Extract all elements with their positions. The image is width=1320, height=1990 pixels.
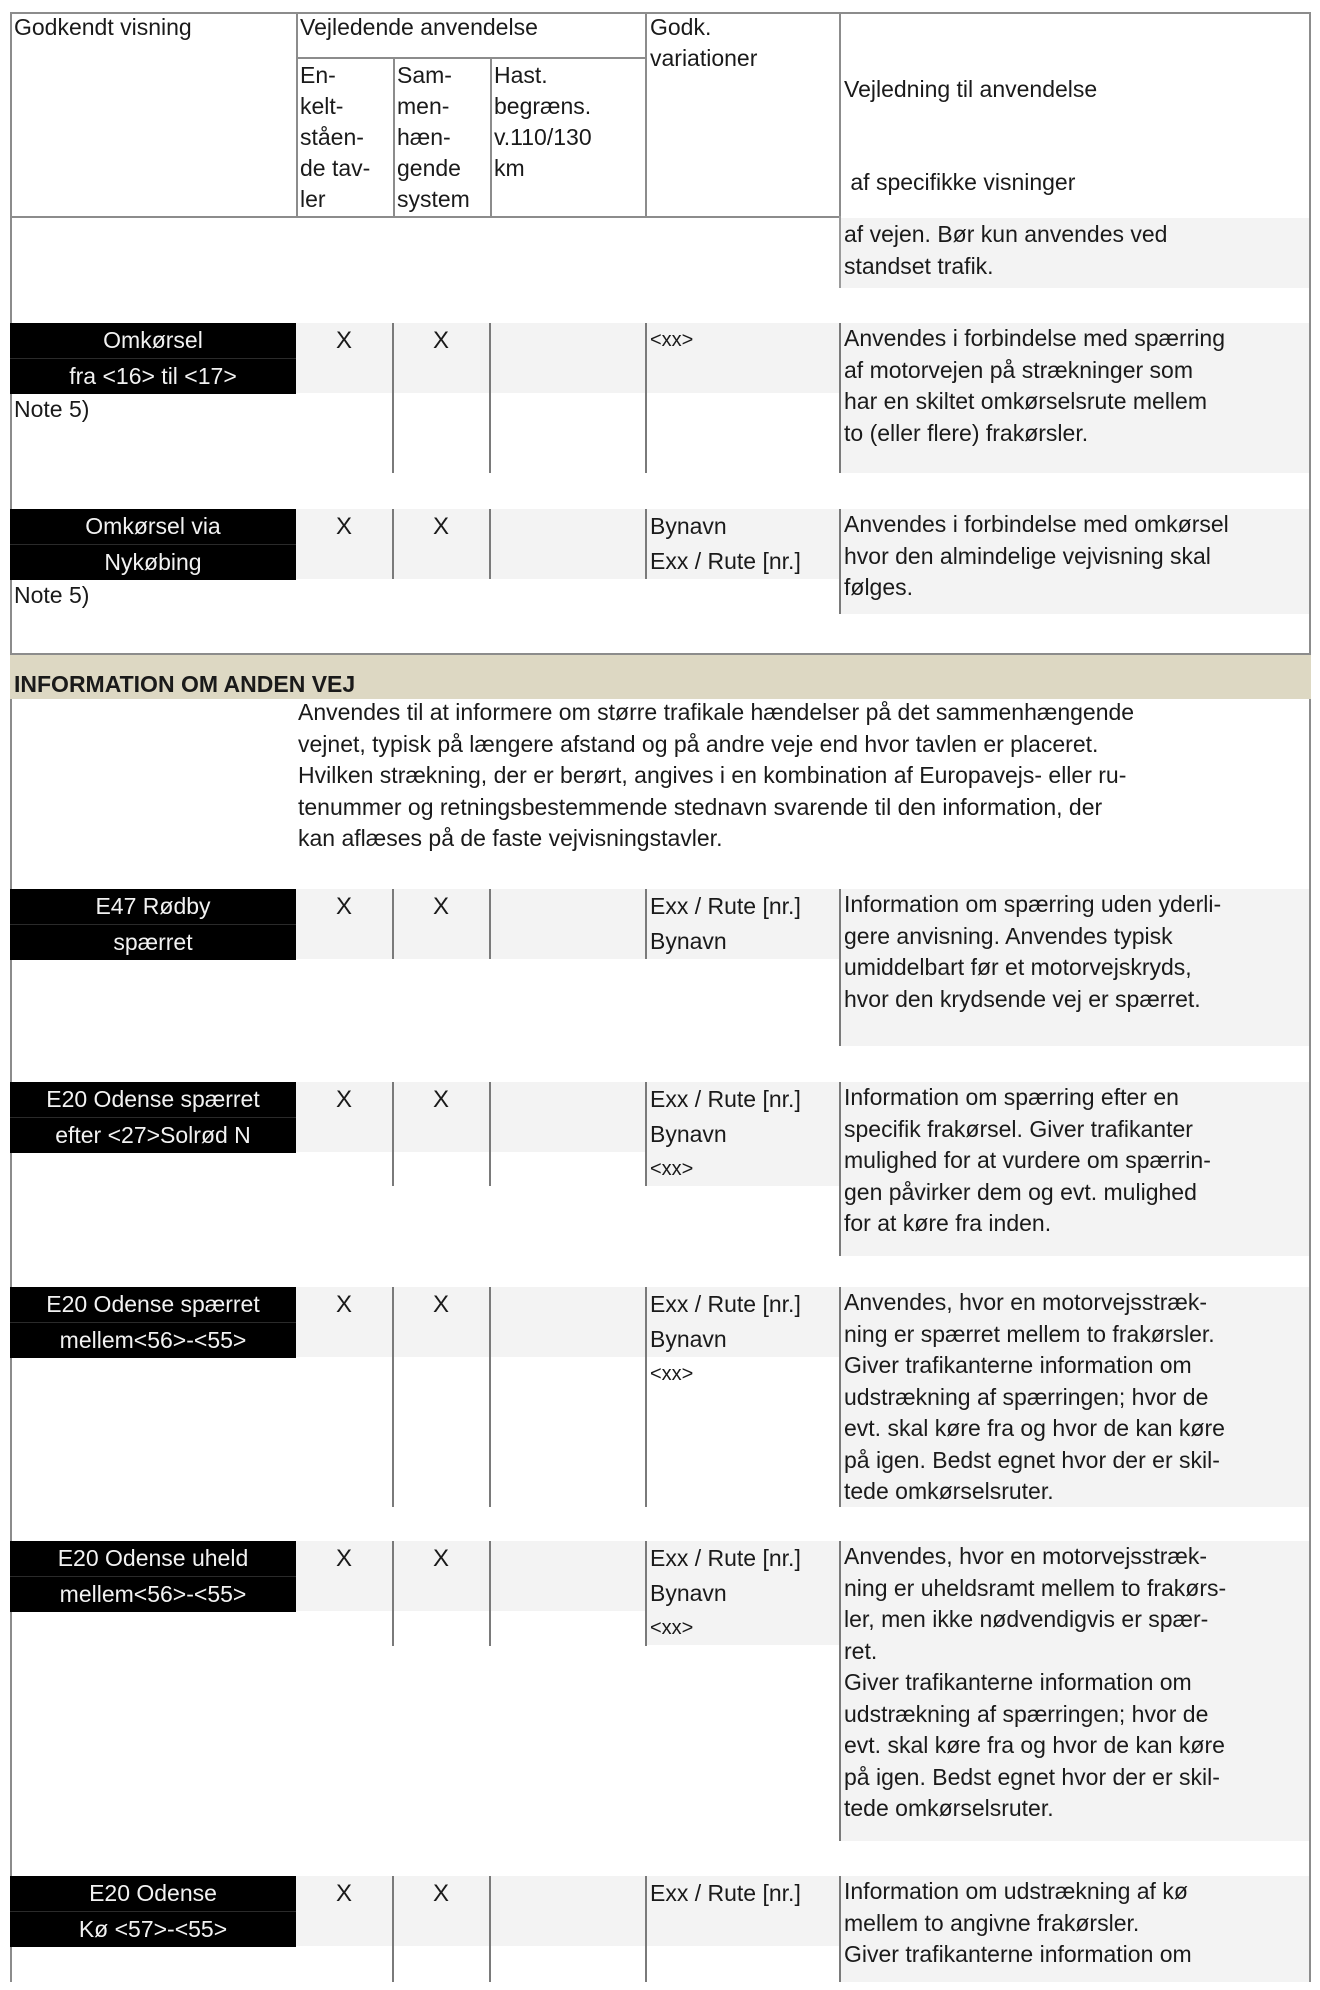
description-line: specifik frakørsel. Giver trafikanter (844, 1115, 1193, 1142)
variations (650, 509, 801, 579)
column-divider (645, 323, 647, 473)
variation-item: Exx / Rute [nr.] (650, 1086, 801, 1112)
sign-display (10, 889, 296, 960)
column-divider (645, 1082, 647, 1186)
variation-item: <xx> (650, 1363, 694, 1385)
sign-line: mellem<56>-<55> (10, 1576, 296, 1612)
row-description (844, 1287, 1225, 1508)
header-text-line: de tav- (300, 155, 371, 181)
column-divider (645, 1876, 647, 1982)
description-line: har en skiltet omkørselsrute mellem (844, 388, 1207, 414)
header-text-line: Vejledning til anvendelse (844, 76, 1098, 102)
description-line: Information om spærring efter en (844, 1084, 1179, 1110)
sign-line: E20 Odense spærret (46, 1086, 260, 1112)
description-line: umiddelbart før et motorvejskryds, (844, 954, 1192, 980)
variation-item: Bynavn (650, 1326, 727, 1352)
description-line: Anvendes, hvor en motorvejsstræk- (844, 1543, 1208, 1569)
header-text-line: variationer (650, 45, 758, 71)
check-sammen: X (432, 1880, 449, 1907)
description-line: evt. skal køre fra og hvor de kan køre (844, 1732, 1225, 1758)
header-godk-variationer (650, 12, 757, 74)
variation-item: Exx / Rute [nr.] (650, 548, 801, 574)
variation-item: Bynavn (650, 513, 727, 539)
variations (650, 1541, 801, 1646)
column-divider (839, 323, 841, 473)
row-description (844, 889, 1221, 1015)
section-intro (298, 697, 1308, 855)
header-text-line: kelt- (300, 93, 344, 119)
sign-line: mellem<56>-<55> (10, 1322, 296, 1358)
sign-line: fra <16> til <17> (10, 358, 296, 394)
variation-item: <xx> (650, 1617, 694, 1639)
description-line: Giver trafikanterne information om (844, 1352, 1192, 1378)
header-text-line: men- (397, 93, 450, 119)
sign-line: spærret (10, 924, 296, 960)
description-line: Anvendes, hvor en motorvejsstræk- (844, 1289, 1208, 1315)
column-divider (392, 1541, 394, 1646)
table-border-left (10, 12, 12, 1982)
description-line: Information om udstrækning af kø (844, 1878, 1188, 1904)
header-godkendt-visning: Godkendt visning (14, 14, 192, 40)
description-line: af motorvejen på strækninger som (844, 356, 1193, 383)
check-enkelt: X (335, 893, 352, 920)
sign-line: E20 Odense uheld (57, 1545, 249, 1571)
description-line: Information om spærring uden yderli- (844, 891, 1222, 917)
continuation-description (844, 219, 1167, 282)
header-vejledende-anvendelse: Vejledende anvendelse (300, 14, 538, 40)
description-line: for at køre fra inden. (844, 1210, 1052, 1236)
intro-line: Hvilken strækning, der er berørt, angives i en kombination af Europavejs- eller ru- (298, 762, 1127, 788)
description-line: standset trafik. (844, 252, 994, 279)
row-description (844, 509, 1229, 604)
header-bottom-border (10, 216, 841, 218)
variation-item: Exx / Rute [nr.] (650, 1545, 801, 1571)
row-description (844, 1082, 1211, 1240)
column-divider (645, 509, 647, 579)
variation-item: Bynavn (650, 1121, 727, 1147)
description-line: mellem to angivne frakørsler. (844, 1909, 1140, 1936)
description-line: to (eller flere) frakørsler. (844, 419, 1089, 446)
column-divider (645, 1541, 647, 1646)
description-line: på igen. Bedst egnet hvor der er skil- (844, 1446, 1220, 1473)
column-divider (392, 323, 394, 473)
sign-line: Nykøbing (10, 544, 296, 580)
check-sammen: X (432, 1291, 449, 1318)
sign-display (10, 323, 296, 394)
header-divider (296, 12, 298, 218)
variation-item: Exx / Rute [nr.] (650, 1880, 801, 1906)
column-divider (392, 1876, 394, 1982)
variation-item: <xx> (650, 1158, 694, 1180)
description-line: ning er uheldsramt mellem to frakørs- (844, 1574, 1227, 1601)
variations (650, 1287, 801, 1392)
check-enkelt: X (335, 1291, 352, 1318)
sign-line: Omkørsel via (85, 513, 221, 539)
variation-item: Exx / Rute [nr.] (650, 1291, 801, 1317)
description-line: tede omkørselsruter. (844, 1478, 1054, 1504)
note-label: Note 5) (14, 582, 90, 608)
description-line: hvor den krydsende vej er spærret. (844, 985, 1201, 1012)
header-text-line: ler (300, 186, 326, 212)
column-divider (489, 889, 491, 959)
sign-line: Omkørsel (103, 327, 203, 353)
sign-line: Kø <57>-<55> (10, 1911, 296, 1947)
section-title: INFORMATION OM ANDEN VEJ (14, 671, 356, 697)
header-divider (296, 57, 647, 59)
intro-line: Anvendes til at informere om større trafikale hændelser på det sammenhængende (298, 699, 1135, 725)
header-divider (393, 57, 395, 218)
description-line: gen påvirker dem og evt. mulighed (844, 1178, 1197, 1205)
description-line: på igen. Bedst egnet hvor der er skil- (844, 1763, 1220, 1790)
row-description (844, 1876, 1192, 1971)
description-line: mulighed for at vurdere om spærrin- (844, 1147, 1211, 1173)
header-text-line: gende (397, 155, 461, 181)
variations (650, 323, 693, 358)
column-divider (839, 1287, 841, 1507)
header-enkeltstaaende (300, 60, 370, 215)
row-description (844, 1541, 1226, 1825)
description-line: Anvendes i forbindelse med omkørsel (844, 511, 1229, 537)
column-divider (392, 1082, 394, 1186)
header-divider (490, 57, 492, 218)
header-text-line: Godk. (650, 14, 712, 40)
sign-line: efter <27>Solrød N (10, 1117, 296, 1153)
sign-display (10, 1082, 296, 1153)
header-divider (645, 12, 647, 218)
check-enkelt: X (335, 1880, 352, 1907)
header-text-line: En- (300, 62, 336, 88)
description-line: Giver trafikanterne information om (844, 1669, 1192, 1695)
sign-display (10, 1876, 296, 1947)
header-text-line: Sam- (397, 62, 452, 88)
variation-item: Exx / Rute [nr.] (650, 893, 801, 919)
sign-display (10, 509, 296, 580)
note-label: Note 5) (14, 396, 90, 422)
description-line: ret. (844, 1637, 878, 1664)
column-divider (489, 1287, 491, 1507)
sign-line: E20 Odense (89, 1880, 217, 1906)
variations (650, 1876, 801, 1911)
description-line: hvor den almindelige vejvisning skal (844, 542, 1211, 569)
description-line: følges. (844, 574, 914, 600)
table-border-right (1309, 12, 1311, 1982)
description-line: gere anvisning. Anvendes typisk (844, 922, 1173, 949)
description-line: Anvendes i forbindelse med spærring (844, 325, 1225, 351)
check-sammen: X (432, 1545, 449, 1572)
header-text-line: v.110/130 (494, 124, 592, 150)
description-line: Giver trafikanterne information om (844, 1941, 1192, 1967)
check-enkelt: X (335, 327, 352, 354)
header-text-line: system (397, 186, 470, 212)
column-divider (645, 1287, 647, 1507)
sign-line: E20 Odense spærret (46, 1291, 260, 1317)
description-line: udstrækning af spærringen; hvor de (844, 1700, 1209, 1727)
column-divider (489, 1541, 491, 1646)
header-text-line: hæn- (397, 124, 451, 150)
description-line: udstrækning af spærringen; hvor de (844, 1383, 1209, 1410)
header-text-line: km (494, 155, 525, 181)
column-divider (839, 1876, 841, 1982)
check-enkelt: X (335, 1545, 352, 1572)
column-divider (392, 509, 394, 579)
check-enkelt: X (335, 1086, 352, 1113)
column-divider (839, 1541, 841, 1841)
intro-line: vejnet, typisk på længere afstand og på andre veje end hvor tavlen er placeret. (298, 730, 1099, 757)
check-sammen: X (432, 1086, 449, 1113)
sign-line: E47 Rødby (95, 893, 211, 919)
row-description (844, 323, 1225, 449)
column-divider (489, 1876, 491, 1982)
column-divider (839, 1082, 841, 1256)
header-text-line: ståen- (300, 124, 364, 150)
column-divider (392, 1287, 394, 1507)
column-divider (489, 1082, 491, 1186)
variations (650, 889, 801, 959)
column-divider (839, 216, 841, 288)
sign-display (10, 1287, 296, 1358)
header-sammenhaengende (397, 60, 470, 215)
header-divider (839, 12, 841, 218)
variation-item: <xx> (650, 329, 694, 351)
description-line: af vejen. Bør kun anvendes ved (844, 221, 1168, 247)
column-divider (839, 509, 841, 614)
intro-line: kan aflæses på de faste vejvisningstavler. (298, 825, 723, 851)
description-line: ler, men ikke nødvendigvis er spær- (844, 1606, 1209, 1632)
check-sammen: X (432, 327, 449, 354)
header-hastighed (494, 60, 592, 184)
column-divider (645, 889, 647, 959)
column-divider (839, 889, 841, 1046)
column-divider (489, 323, 491, 473)
section-header (10, 653, 1311, 699)
column-divider (392, 889, 394, 959)
variation-item: Bynavn (650, 1580, 727, 1606)
row-shade (296, 323, 841, 393)
variation-item: Bynavn (650, 928, 727, 954)
check-enkelt: X (335, 513, 352, 540)
description-line: tede omkørselsruter. (844, 1795, 1054, 1821)
description-line: evt. skal køre fra og hvor de kan køre (844, 1415, 1225, 1441)
sign-display (10, 1541, 296, 1612)
description-line: ning er spærret mellem to frakørsler. (844, 1320, 1215, 1347)
header-text-line: Hast. (494, 62, 548, 88)
variations (650, 1082, 801, 1187)
column-divider (489, 509, 491, 579)
check-sammen: X (432, 893, 449, 920)
header-text-line: begræns. (494, 93, 592, 119)
intro-line: tenummer og retningsbestemmende stednavn svarende til den information, der (298, 793, 1103, 820)
check-sammen: X (432, 513, 449, 540)
header-text-line: af specifikke visninger (844, 169, 1076, 195)
